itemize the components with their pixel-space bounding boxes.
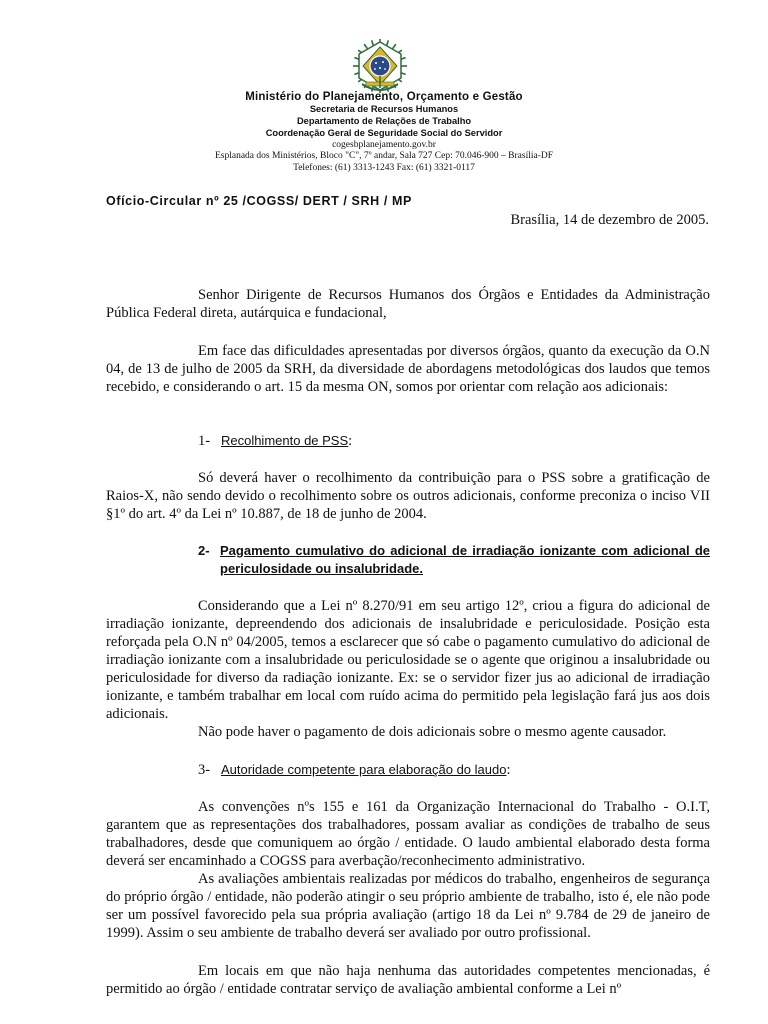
section-3-heading (198, 761, 511, 779)
contact-address: Esplanada dos Ministérios, Bloco "C", 7º andar, Sala 727 Cep: 70.046-900 – Brasília-DF (214, 151, 554, 161)
intro-paragraph (106, 342, 710, 396)
ministry-name: Ministério do Planejamento, Orçamento e Gestão (245, 91, 523, 103)
section-1-number: 1- (198, 433, 211, 449)
document-reference: Ofício-Circular nº 25 /COGSS/ DERT / SRH / MP (106, 194, 412, 208)
salutation (106, 286, 710, 322)
department-name: Departamento de Relações de Trabalho (296, 116, 472, 126)
contact-email: cogesbplanejamento.gov.br (332, 140, 436, 150)
section-1-suffix: : (348, 433, 353, 449)
section-1-paragraph (106, 469, 710, 523)
section-2-paragraph-2 (106, 723, 710, 741)
section-1-title: Recolhimento de PSS (220, 433, 349, 448)
section-3-text-2: As avaliações ambientais realizadas por médicos do trabalho, engenheiros de segurança do próprio órgão / entidade, não poderão atingir o seu próprio ambiente de trabalho, isto é, ele não pode ser um possível favorecido pela sua própria avaliação (artigo 18 da Lei nº 9.784 de 29 de janeiro de 1999). Assim o seu ambiente de trabalho deverá ser avaliado por outro profissional. (106, 871, 710, 941)
secretariat-name: Secretaria de Recursos Humanos (309, 104, 459, 114)
section-2-text-1: Considerando que a Lei nº 8.270/91 em seu artigo 12º, criou a figura do adicional de irradiação ionizante, depreendendo dos adicionais de insalubridade e periculosidade. Posição esta reforçada pela O.N nº 04/2005, temos a esclarecer que só cabe o pagamento cumulativo do adicional de irradiação ionizante com a insalubridade ou periculosidade se o agente que originou a insalubridade ou periculosidade for diverso da radiação ionizante. Ex: se o servidor fizer jus ao adicional de irradiação ionizante, e também trabalhar em local com ruído acima do permitido pela legislação fará jus aos dois adicionais. (106, 598, 710, 722)
section-3-paragraph-2 (106, 870, 710, 942)
salutation-text: Senhor Dirigente de Recursos Humanos dos Órgãos e Entidades da Administração Pública Federal direta, autárquica e fundacional, (106, 287, 710, 321)
section-2-text-2: Não pode haver o pagamento de dois adicionais sobre o mesmo agente causador. (198, 724, 667, 740)
section-3-text-3: Em locais em que não haja nenhuma das autoridades competentes mencionadas, é permitido ao órgão / entidade contratar serviço de avaliação ambiental conforme a Lei nº (106, 963, 710, 997)
document-date: Brasília, 14 de dezembro de 2005. (510, 212, 709, 228)
section-2-title: Pagamento cumulativo do adicional de irradiação ionizante com adicional de periculosidade ou insalubridade. (220, 543, 710, 576)
section-3-title: Autoridade competente para elaboração do laudo (220, 762, 507, 777)
coat-of-arms-icon (352, 38, 408, 94)
section-1-heading (198, 432, 352, 450)
section-1-text: Só deverá haver o recolhimento da contribuição para o PSS sobre a gratificação de Raios-X, não sendo devido o recolhimento sobre os outros adicionais, conforme preconiza o inciso VII §1º do art. 4º da Lei nº 10.887, de 18 de junho de 2004. (106, 470, 710, 522)
section-3-text-1: As convenções nºs 155 e 161 da Organização Internacional do Trabalho - O.I.T, garantem que as representações dos trabalhadores, possam avaliar as condições de trabalho de seus trabalhadores, desde que comuniquem ao órgão / entidade. O laudo ambiental elaborado desta forma deverá ser encaminhado a COGSS para averbação/reconhecimento administrativo. (106, 799, 710, 869)
section-3-suffix: : (506, 762, 511, 778)
coordination-name: Coordenação Geral de Seguridade Social do Servidor (265, 128, 503, 138)
contact-phones: Telefones: (61) 3313-1243 Fax: (61) 3321-0117 (293, 163, 475, 173)
section-3-paragraph-3 (106, 962, 710, 998)
section-3-paragraph-1 (106, 798, 710, 870)
intro-text: Em face das dificuldades apresentadas por diversos órgãos, quanto da execução da O.N 04, de 13 de julho de 2005 da SRH, da diversidade de abordagens metodológicas dos laudos que temos recebido, e considerando o art. 15 da mesma ON, somos por orientar com relação aos adicionais: (106, 343, 710, 395)
section-2-heading (198, 542, 710, 578)
section-3-number: 3- (198, 762, 211, 778)
section-2-number: 2- (198, 543, 210, 558)
section-2-paragraph-1 (106, 597, 710, 723)
